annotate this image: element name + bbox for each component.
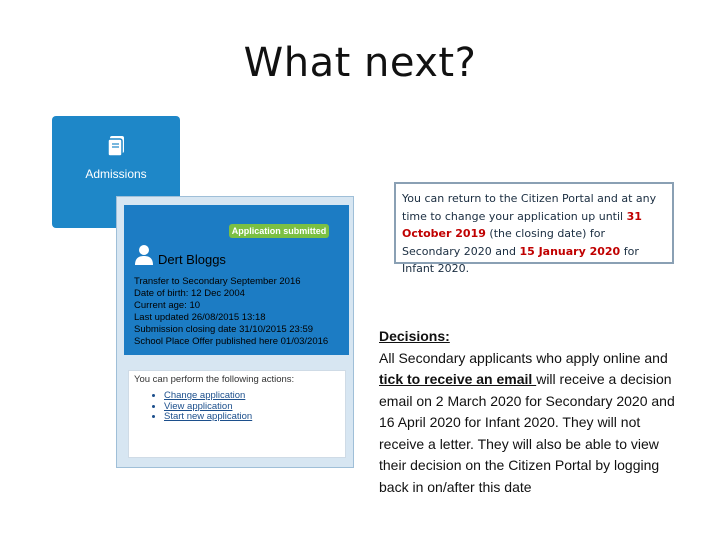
info-box: [394, 182, 674, 275]
closing-date-infant: 15 January 2020: [519, 244, 621, 258]
decisions-text: All Secondary applicants who apply online and: [379, 349, 668, 366]
decisions-section: [379, 326, 679, 498]
actions-list: [150, 391, 252, 423]
decisions-heading: Decisions:: [379, 328, 450, 344]
action-item: [164, 412, 252, 423]
book-icon: [105, 134, 127, 158]
closing-date-secondary: 31 October 2019: [402, 209, 642, 240]
detail-line: Current age: 10: [134, 300, 201, 311]
slide-title: What next?: [243, 40, 477, 86]
info-text: for Infant 2020.: [402, 244, 639, 275]
decisions-emphasis: tick to receive an email: [379, 371, 537, 387]
detail-line: Submission closing date 31/10/2015 23:59: [134, 324, 314, 335]
admissions-label: Admissions: [85, 167, 147, 181]
user-icon: [134, 244, 154, 266]
view-application-link[interactable]: View application: [164, 400, 233, 412]
detail-line: Transfer to Secondary September 2016: [134, 276, 301, 287]
info-text: You can return to the Citizen Portal and at any time to change your application up until: [402, 192, 657, 223]
detail-line: Date of birth: 12 Dec 2004: [134, 288, 245, 299]
status-badge: Application submitted: [229, 224, 329, 238]
detail-line: Last updated 26/08/2015 13:18: [134, 312, 266, 323]
detail-line: School Place Offer published here 01/03/2016: [134, 336, 329, 347]
decisions-text: will receive a decision email on 2 March 2020 for Secondary 2020 and 16 April 2020 for Infant 2020. They will not receive a letter. They will also be able to view their decision on the Citizen Portal by logging back in on/after this date: [379, 371, 675, 495]
applicant-name: Dert Bloggs: [158, 252, 226, 267]
info-text: (the closing date) for Secondary 2020 and: [402, 227, 606, 258]
application-details: [134, 276, 346, 348]
actions-intro: You can perform the following actions:: [134, 374, 295, 385]
change-application-link[interactable]: Change application: [164, 390, 246, 401]
start-new-application-link[interactable]: Start new application: [164, 411, 253, 422]
